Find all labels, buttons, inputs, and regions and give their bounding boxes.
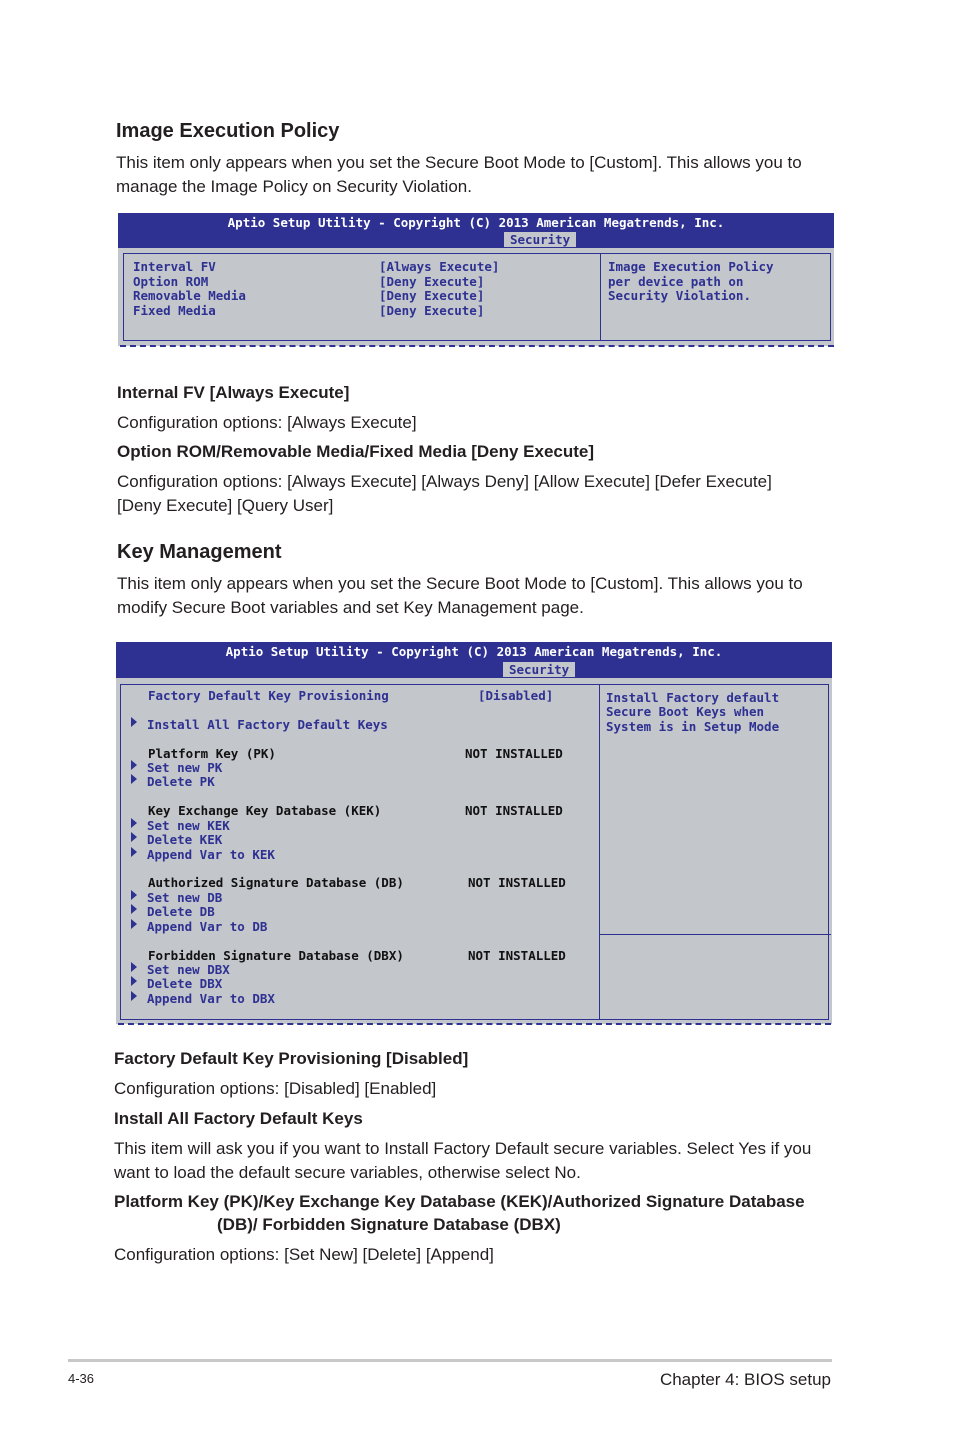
bios-bottom-border (118, 1023, 831, 1025)
submenu-arrow-icon (131, 818, 137, 828)
menu-item-set-new-pk[interactable]: Set new PK (147, 760, 223, 775)
label-kek: Key Exchange Key Database (KEK) (148, 803, 382, 818)
help-text-line: Secure Boot Keys when (606, 704, 765, 719)
menu-item-option-rom[interactable]: Option ROM (133, 274, 209, 289)
heading-option-rom: Option ROM/Removable Media/Fixed Media [Deny Execute] (117, 442, 595, 461)
tab-security[interactable]: Security (503, 662, 575, 677)
text-line: manage the Image Policy on Security Violation. (116, 176, 472, 196)
section-title-image-execution-policy: Image Execution Policy (116, 120, 340, 142)
chapter-label: Chapter 4: BIOS setup (659, 1370, 831, 1389)
heading-factory-default-key-provisioning: Factory Default Key Provisioning [Disabled] (114, 1049, 469, 1068)
footer-rule (68, 1359, 832, 1362)
submenu-arrow-icon (131, 919, 137, 929)
menu-item-delete-kek[interactable]: Delete KEK (147, 832, 223, 847)
menu-item-set-new-kek[interactable]: Set new KEK (147, 818, 230, 833)
submenu-arrow-icon (131, 847, 137, 857)
bios-screen-key-management (116, 642, 832, 1024)
menu-item-append-var-to-db[interactable]: Append Var to DB (147, 919, 268, 934)
paragraph (117, 572, 837, 619)
page-number: 4-36 (68, 1371, 95, 1386)
menu-item-factory-default-key-provisioning[interactable]: Factory Default Key Provisioning (148, 688, 389, 703)
value-fixed-media[interactable]: [Deny Execute] (379, 303, 485, 318)
bios-bottom-border (120, 345, 834, 347)
menu-item-append-var-to-dbx[interactable]: Append Var to DBX (147, 991, 275, 1006)
bios-title: Aptio Setup Utility - Copyright (C) 2013 American Megatrends, Inc. (227, 215, 725, 230)
help-text-line: System is in Setup Mode (606, 719, 780, 734)
status-kek: NOT INSTALLED (465, 803, 563, 818)
status-platform-key: NOT INSTALLED (465, 746, 563, 761)
text-line: Configuration options: [Always Execute] [Always Deny] [Allow Execute] [Defer Execute] (117, 472, 772, 491)
submenu-arrow-icon (131, 991, 137, 1001)
text-line: This item only appears when you set the Secure Boot Mode to [Custom]. This allows you to (117, 574, 803, 593)
menu-item-delete-db[interactable]: Delete DB (147, 904, 215, 919)
menu-item-install-all-factory-default-keys[interactable]: Install All Factory Default Keys (147, 717, 388, 732)
value-factory-default-key-provisioning[interactable]: [Disabled] (478, 688, 554, 703)
submenu-arrow-icon (131, 760, 137, 770)
menu-item-set-new-dbx[interactable]: Set new DBX (147, 962, 230, 977)
menu-item-fixed-media[interactable]: Fixed Media (133, 303, 216, 318)
label-dbx: Forbidden Signature Database (DBX) (148, 948, 404, 963)
submenu-arrow-icon (131, 976, 137, 986)
menu-item-delete-pk[interactable]: Delete PK (147, 774, 215, 789)
help-pane-divider (600, 934, 831, 935)
section-title-key-management: Key Management (117, 541, 282, 563)
heading-internal-fv: Internal FV [Always Execute] (117, 383, 350, 402)
heading-platform-key-continued: (DB)/ Forbidden Signature Database (DBX) (217, 1215, 561, 1234)
bios-header (116, 642, 832, 678)
submenu-arrow-icon (131, 832, 137, 842)
menu-item-set-new-db[interactable]: Set new DB (147, 890, 223, 905)
paragraph: Configuration options: [Disabled] [Enabled] (114, 1079, 437, 1098)
submenu-arrow-icon (131, 904, 137, 914)
menu-item-removable-media[interactable]: Removable Media (133, 288, 246, 303)
label-db: Authorized Signature Database (DB) (148, 875, 404, 890)
paragraph (116, 151, 836, 198)
help-text-line: per device path on (608, 274, 744, 289)
tab-security[interactable]: Security (504, 232, 576, 247)
value-removable-media[interactable]: [Deny Execute] (379, 288, 485, 303)
value-option-rom[interactable]: [Deny Execute] (379, 274, 485, 289)
status-dbx: NOT INSTALLED (468, 948, 566, 963)
menu-item-delete-dbx[interactable]: Delete DBX (147, 976, 223, 991)
value-interval-fv[interactable]: [Always Execute] (379, 259, 500, 274)
bios-screen-image-execution (118, 213, 834, 346)
paragraph: Configuration options: [Set New] [Delete] [Append] (114, 1245, 494, 1264)
paragraph (114, 1137, 854, 1184)
text-line: This item will ask you if you want to Install Factory Default secure variables. Select Yes if you (114, 1139, 812, 1158)
bios-title: Aptio Setup Utility - Copyright (C) 2013 American Megatrends, Inc. (225, 644, 723, 659)
text-line: [Deny Execute] [Query User] (117, 495, 334, 515)
heading-platform-key: Platform Key (PK)/Key Exchange Key Database (KEK)/Authorized Signature Database (114, 1192, 805, 1211)
label-platform-key: Platform Key (PK) (148, 746, 276, 761)
submenu-arrow-icon (131, 890, 137, 900)
help-text-line: Install Factory default (606, 690, 780, 705)
submenu-arrow-icon (131, 717, 137, 727)
menu-item-append-var-to-kek[interactable]: Append Var to KEK (147, 847, 275, 862)
submenu-arrow-icon (131, 774, 137, 784)
text-line: modify Secure Boot variables and set Key Management page. (117, 597, 584, 617)
paragraph: Configuration options: [Always Execute] (117, 413, 417, 432)
bios-header (118, 213, 834, 248)
submenu-arrow-icon (131, 962, 137, 972)
menu-item-interval-fv[interactable]: Interval FV (133, 259, 216, 274)
paragraph (117, 470, 837, 517)
heading-install-all-factory-default-keys: Install All Factory Default Keys (114, 1109, 363, 1128)
help-text-line: Security Violation. (608, 288, 751, 303)
text-line: want to load the default secure variables, otherwise select No. (114, 1162, 581, 1182)
help-text-line: Image Execution Policy (608, 259, 774, 274)
text-line: This item only appears when you set the Secure Boot Mode to [Custom]. This allows you to (116, 153, 802, 172)
status-db: NOT INSTALLED (468, 875, 566, 890)
